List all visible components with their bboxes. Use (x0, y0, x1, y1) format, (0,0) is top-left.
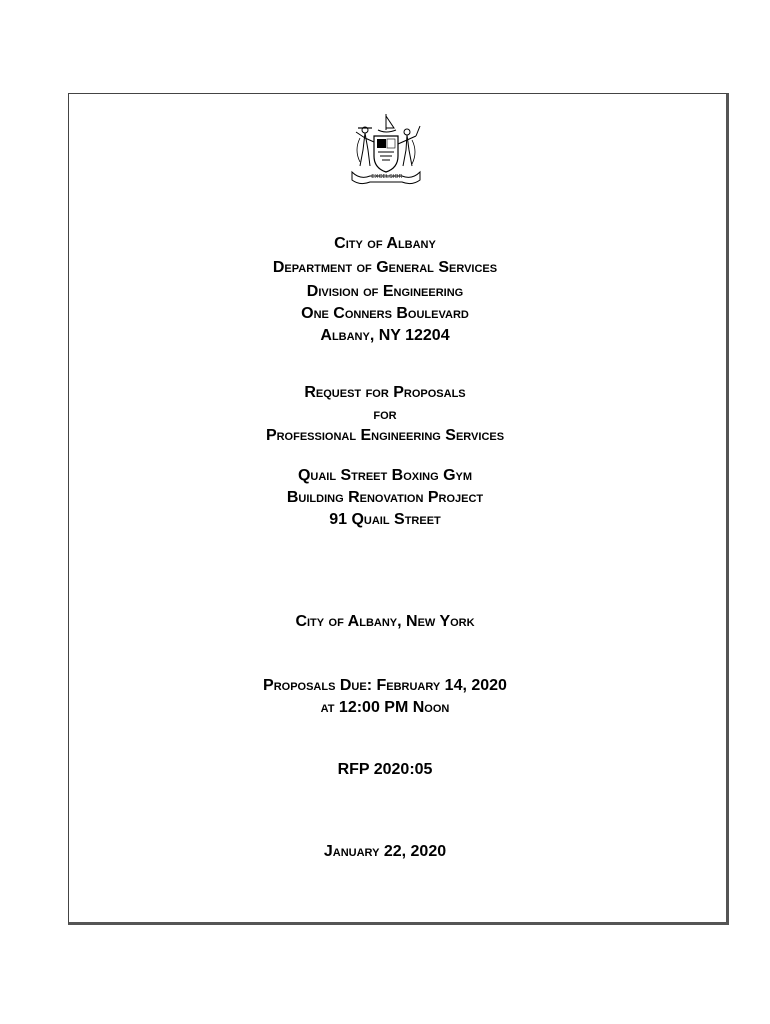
project-name: Quail Street Boxing Gym (297, 467, 473, 484)
rfp-number: RFP 2020:05 (337, 761, 433, 778)
address-street: One Conners Boulevard (301, 305, 469, 322)
request-for: for (373, 406, 397, 423)
address-division: Division of Engineering (306, 283, 464, 300)
page-border (68, 93, 729, 925)
document-date: January 22, 2020 (323, 843, 447, 860)
proposals-due-time: at 12:00 PM Noon (320, 699, 450, 716)
location: City of Albany, New York (295, 613, 475, 630)
request-title: Request for Proposals (304, 384, 466, 401)
address-city: City of Albany (334, 235, 436, 252)
address-city-state-zip: Albany, NY 12204 (320, 327, 450, 344)
request-services: Professional Engineering Services (265, 427, 505, 444)
project-address: 91 Quail Street (329, 511, 441, 528)
address-department: Department of General Services (272, 259, 498, 276)
proposals-due: Proposals Due: February 14, 2020 (263, 677, 507, 694)
seal-ribbon-text: EXCELSIOR (371, 174, 403, 180)
project-description: Building Renovation Project (286, 489, 484, 506)
